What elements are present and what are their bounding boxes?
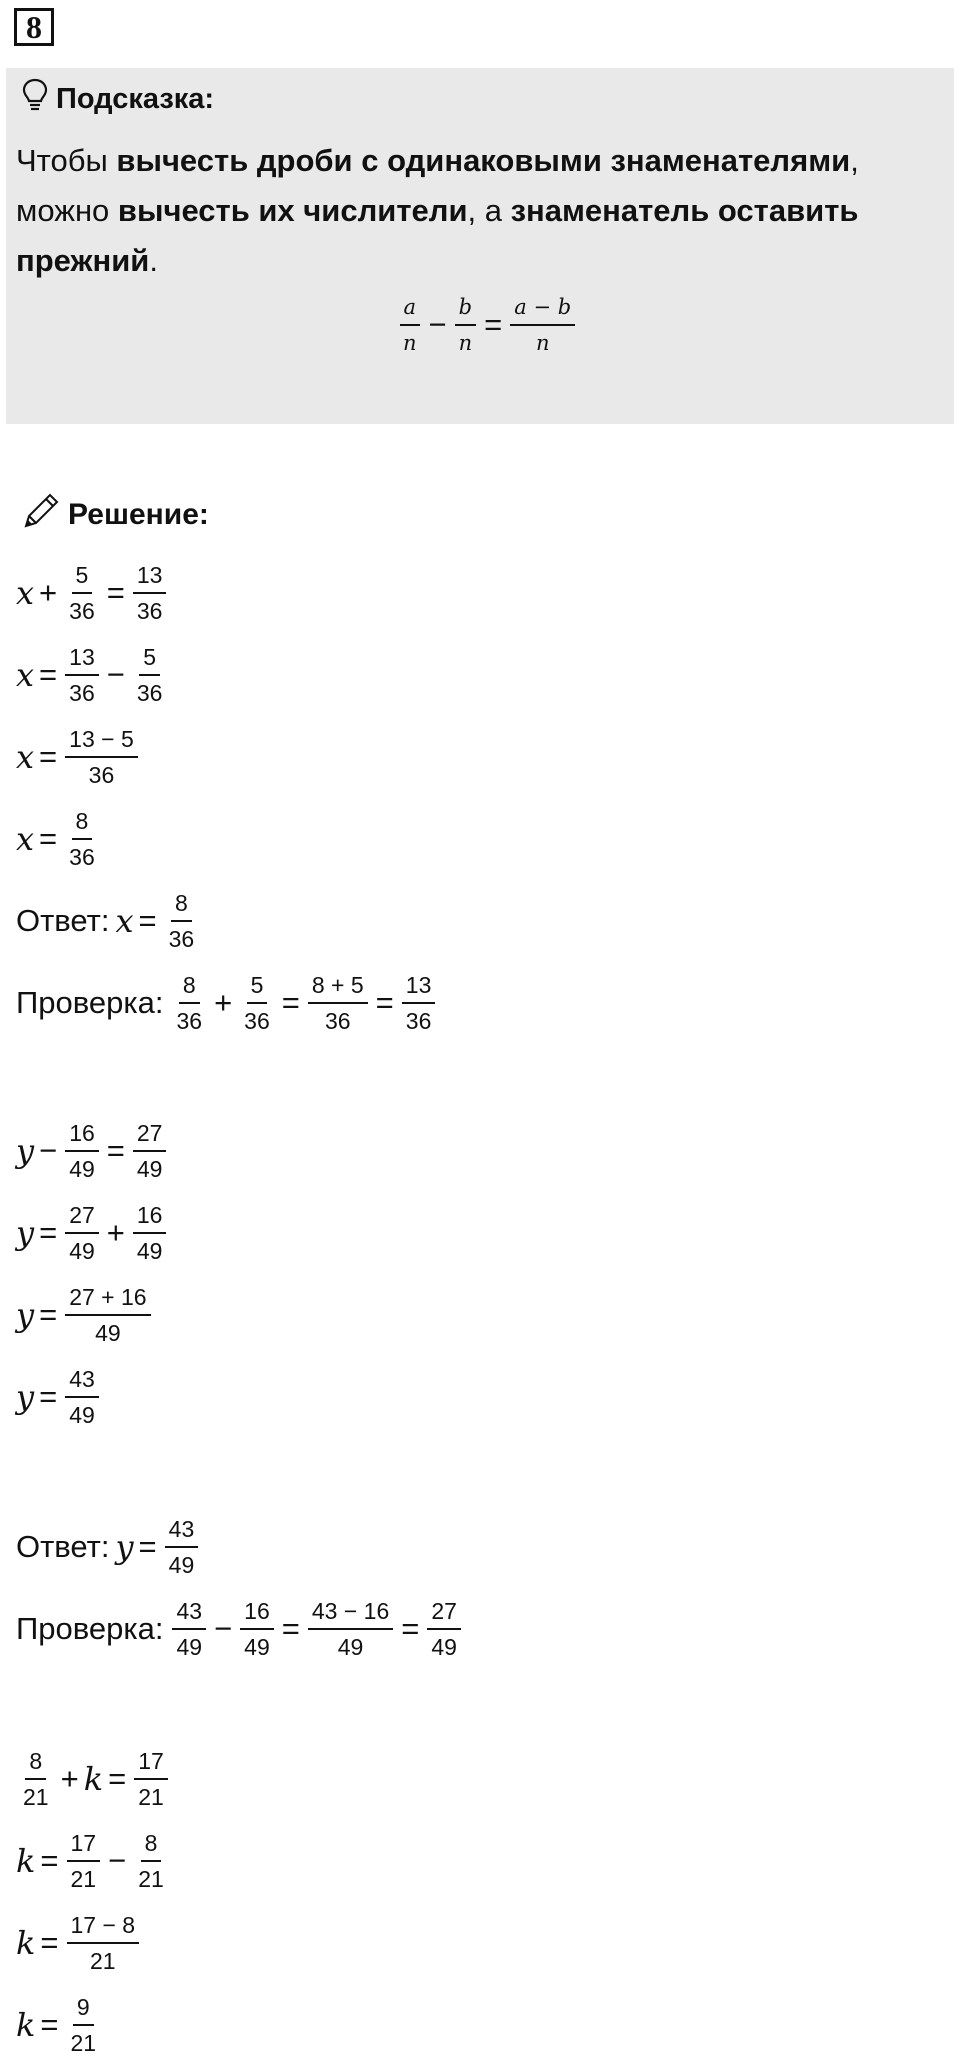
numerator: 17 <box>67 1828 101 1862</box>
numerator: 8 <box>179 970 200 1004</box>
numerator: 27 <box>133 1118 167 1152</box>
variable: x <box>16 820 35 858</box>
operator: = <box>39 1297 58 1332</box>
equation-line <box>16 1596 464 1662</box>
numerator: 17 <box>134 1746 168 1780</box>
numerator: 43 <box>65 1364 99 1398</box>
denominator: 36 <box>88 762 115 788</box>
line-label: Ответ: <box>16 1529 110 1564</box>
denominator: n <box>535 331 550 355</box>
fraction <box>455 292 477 358</box>
task-number: 8 <box>14 8 54 46</box>
operator: = <box>281 985 300 1020</box>
operator: = <box>138 1529 157 1564</box>
operator: = <box>39 1215 58 1250</box>
variable: k <box>16 1924 36 1962</box>
denominator: 36 <box>405 1008 432 1034</box>
denominator: 36 <box>136 598 163 624</box>
fraction <box>67 1828 101 1894</box>
operator: = <box>39 1379 58 1414</box>
equation-line <box>16 1200 169 1266</box>
fraction <box>240 1596 274 1662</box>
numerator: b <box>455 292 476 326</box>
equation-line <box>16 1118 169 1184</box>
fraction <box>65 642 99 708</box>
numerator: 16 <box>133 1200 167 1234</box>
denominator: 21 <box>70 2030 97 2056</box>
hint-formula <box>396 292 578 358</box>
denominator: 49 <box>136 1156 163 1182</box>
fraction <box>134 1746 168 1812</box>
hint-emphasis: вычесть их числители <box>117 193 468 228</box>
fraction <box>133 1200 167 1266</box>
operator: = <box>401 1611 420 1646</box>
pencil-icon <box>20 490 62 540</box>
numerator: 43 − 16 <box>308 1596 393 1630</box>
line-label: Проверка: <box>16 1611 164 1646</box>
operator: + <box>214 985 233 1020</box>
fraction <box>65 1282 150 1348</box>
denominator: 36 <box>69 598 95 624</box>
hint-text-segment: , можно <box>16 143 859 228</box>
operator: − <box>214 1611 233 1646</box>
denominator: 21 <box>23 1784 49 1810</box>
operator: = <box>281 1611 300 1646</box>
operator: − <box>108 1843 127 1878</box>
fraction <box>172 1596 206 1662</box>
operator: = <box>484 307 503 342</box>
line-label: Проверка: <box>16 985 164 1020</box>
fraction <box>133 1118 167 1184</box>
fraction <box>165 888 199 954</box>
hint-emphasis: знаменатель оставить прежний <box>16 193 859 278</box>
denominator: 49 <box>431 1634 457 1660</box>
operator: + <box>60 1761 79 1796</box>
numerator: 27 + 16 <box>65 1282 150 1316</box>
numerator: 27 <box>65 1200 99 1234</box>
numerator: 5 <box>139 642 160 676</box>
operator: − <box>39 1133 58 1168</box>
hint-header <box>22 78 214 120</box>
operator: = <box>106 1133 125 1168</box>
denominator: 49 <box>136 1238 163 1264</box>
fraction <box>133 560 167 626</box>
numerator: 16 <box>65 1118 99 1152</box>
fraction <box>308 1596 393 1662</box>
fraction <box>172 970 206 1036</box>
operator: = <box>106 575 125 610</box>
solution-header <box>20 490 209 540</box>
numerator: a <box>400 292 421 326</box>
numerator: 27 <box>427 1596 461 1630</box>
equation-line <box>16 1514 201 1580</box>
denominator: 21 <box>70 1866 97 1892</box>
numerator: 9 <box>73 1992 94 2026</box>
lightbulb-icon <box>22 78 48 120</box>
fraction <box>65 724 138 790</box>
fraction <box>240 970 274 1036</box>
equation-line <box>16 1282 154 1348</box>
denominator: n <box>458 331 473 355</box>
numerator: a − b <box>510 292 575 326</box>
numerator: 16 <box>240 1596 274 1630</box>
fraction <box>65 1364 99 1430</box>
fraction <box>65 1200 99 1266</box>
numerator: 8 <box>25 1746 46 1780</box>
equation-line <box>16 806 102 872</box>
denominator: 21 <box>138 1866 164 1892</box>
fraction <box>65 1118 99 1184</box>
line-label: Ответ: <box>16 903 110 938</box>
operator: + <box>106 1215 125 1250</box>
equation-line <box>16 642 169 708</box>
numerator: 5 <box>72 560 93 594</box>
fraction <box>133 642 167 708</box>
fraction <box>67 1910 140 1976</box>
equation-line <box>16 888 201 954</box>
operator: = <box>108 1761 127 1796</box>
fraction <box>399 292 421 358</box>
equation-line <box>16 1364 102 1430</box>
equation-line <box>16 560 169 626</box>
variable: y <box>115 1528 134 1566</box>
fraction <box>67 1992 101 2058</box>
operator: = <box>40 1843 59 1878</box>
denominator: 49 <box>69 1156 95 1182</box>
variable: k <box>16 2006 36 2044</box>
hint-title: Подсказка: <box>56 82 215 115</box>
hint-emphasis: вычесть дроби с одинаковыми знаменателями <box>116 143 851 178</box>
denominator: 21 <box>90 1948 116 1974</box>
denominator: n <box>403 331 417 355</box>
variable: x <box>16 656 35 694</box>
numerator: 13 <box>402 970 436 1004</box>
operator: − <box>106 657 125 692</box>
numerator: 5 <box>247 970 268 1004</box>
numerator: 8 <box>171 888 192 922</box>
hint-text-segment: . <box>149 243 158 278</box>
numerator: 8 + 5 <box>308 970 368 1004</box>
denominator: 21 <box>138 1784 164 1810</box>
equation-line <box>16 1746 171 1812</box>
denominator: 49 <box>69 1402 95 1428</box>
denominator: 36 <box>168 926 195 952</box>
operator: = <box>39 739 58 774</box>
operator: − <box>428 307 447 342</box>
denominator: 36 <box>69 844 95 870</box>
fraction <box>65 806 99 872</box>
denominator: 49 <box>337 1634 364 1660</box>
operator: = <box>40 1925 59 1960</box>
equation-line <box>16 970 438 1036</box>
operator: = <box>39 821 58 856</box>
variable: x <box>16 738 35 776</box>
denominator: 36 <box>69 680 95 706</box>
fraction <box>19 1746 53 1812</box>
denominator: 49 <box>176 1634 203 1660</box>
variable: y <box>16 1132 35 1170</box>
equation-line <box>16 724 141 790</box>
variable: x <box>115 902 134 940</box>
variable: x <box>16 574 35 612</box>
solution-title: Решение: <box>68 498 209 531</box>
denominator: 36 <box>324 1008 351 1034</box>
numerator: 13 <box>65 642 99 676</box>
operator: + <box>39 575 58 610</box>
denominator: 36 <box>244 1008 270 1034</box>
hint-text-segment: Чтобы <box>16 143 117 178</box>
denominator: 36 <box>176 1008 203 1034</box>
operator: = <box>138 903 157 938</box>
variable: k <box>16 1842 36 1880</box>
numerator: 43 <box>172 1596 206 1630</box>
fraction <box>308 970 368 1036</box>
variable: k <box>83 1760 104 1798</box>
denominator: 49 <box>95 1320 121 1346</box>
fraction <box>510 292 575 358</box>
numerator: 17 − 8 <box>67 1910 140 1944</box>
denominator: 49 <box>244 1634 270 1660</box>
variable: y <box>16 1296 35 1334</box>
numerator: 8 <box>141 1828 162 1862</box>
fraction <box>427 1596 461 1662</box>
numerator: 13 <box>133 560 167 594</box>
operator: = <box>39 657 58 692</box>
denominator: 49 <box>168 1552 195 1578</box>
numerator: 8 <box>72 806 93 840</box>
equation-line <box>16 1828 171 1894</box>
denominator: 36 <box>136 680 163 706</box>
denominator: 49 <box>69 1238 95 1264</box>
fraction <box>402 970 436 1036</box>
hint-text-segment: , а <box>467 193 511 228</box>
fraction <box>134 1828 168 1894</box>
equation-line <box>16 1992 103 2058</box>
numerator: 13 − 5 <box>65 724 138 758</box>
operator: = <box>40 2007 59 2042</box>
fraction <box>65 560 99 626</box>
variable: y <box>16 1378 35 1416</box>
variable: y <box>16 1214 35 1252</box>
operator: = <box>375 985 394 1020</box>
numerator: 43 <box>165 1514 199 1548</box>
equation-line <box>16 1910 142 1976</box>
fraction <box>165 1514 199 1580</box>
hint-text <box>16 136 936 286</box>
